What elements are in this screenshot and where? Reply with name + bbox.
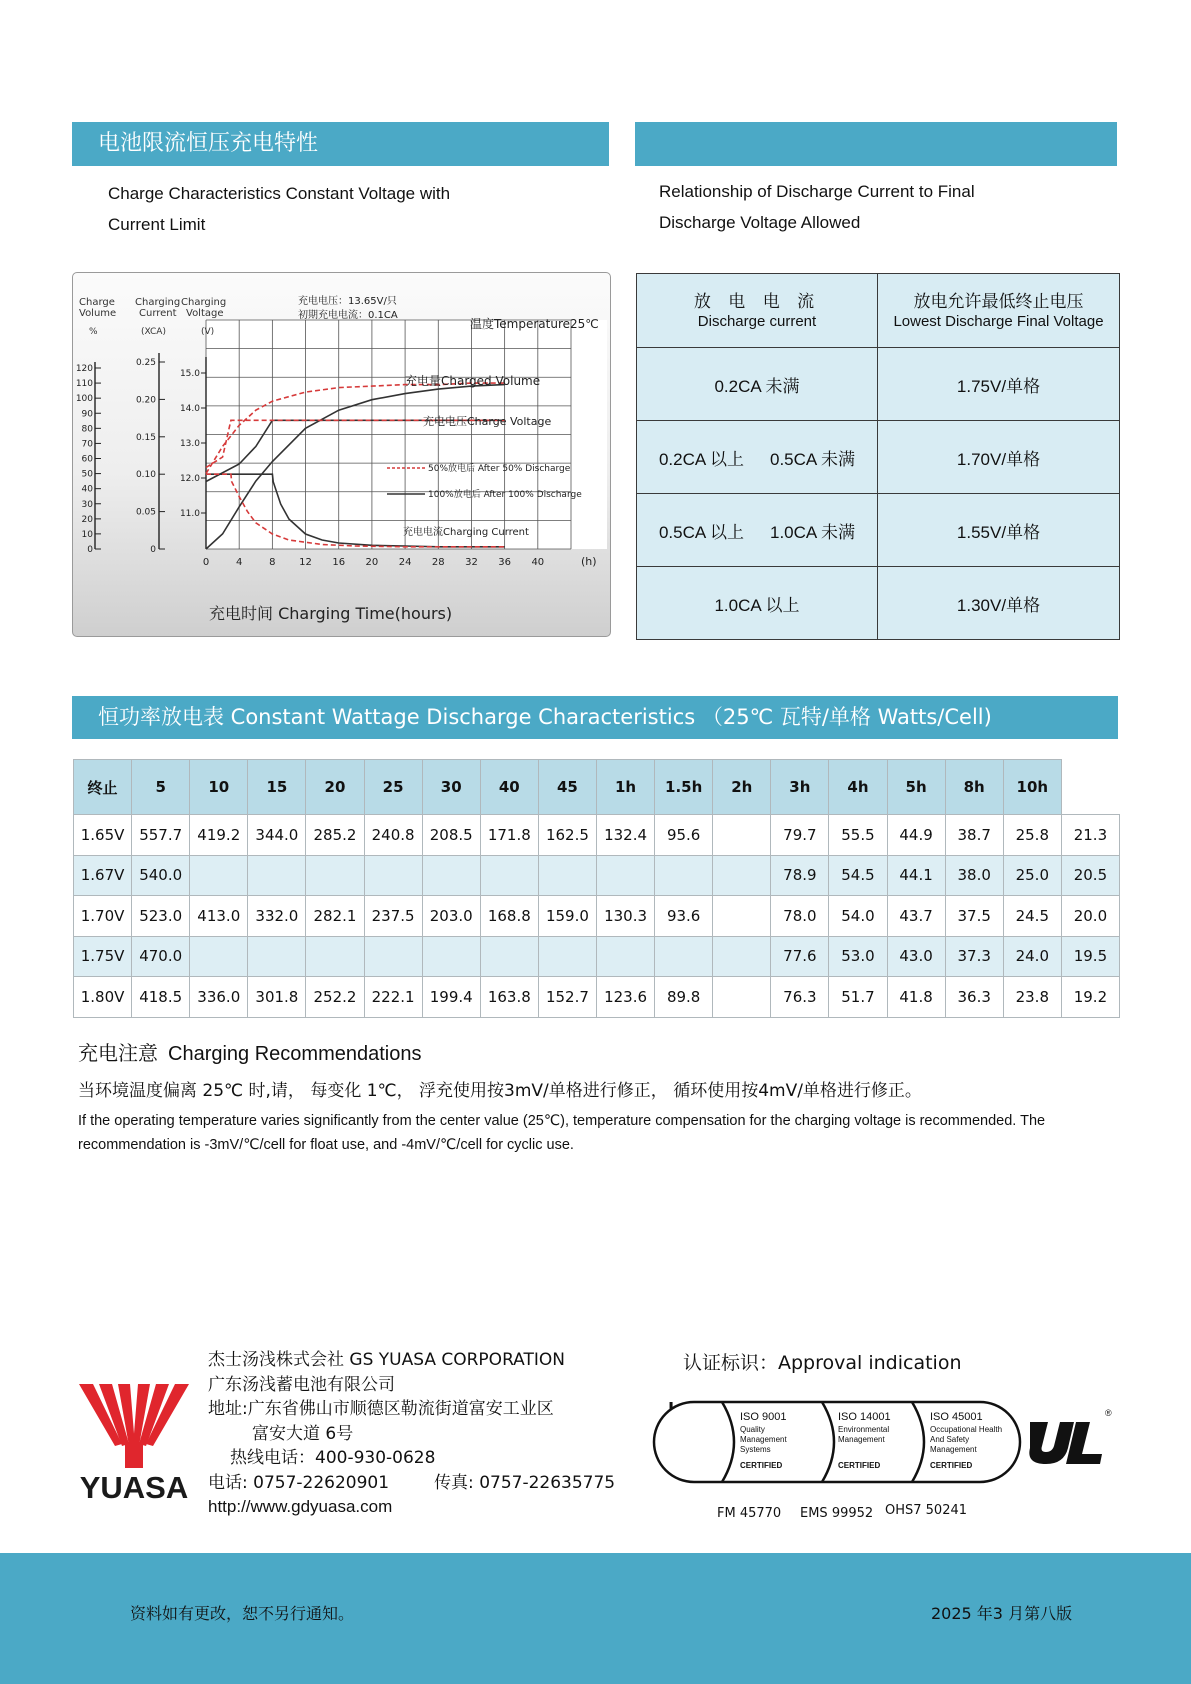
wattage-cell: 37.3 (945, 936, 1003, 977)
chart-grid (206, 320, 607, 549)
wattage-cell: 152.7 (538, 977, 596, 1018)
voltage-tick-label: 12.0 (179, 474, 200, 484)
wattage-cell (190, 936, 248, 977)
wattage-cell (248, 936, 306, 977)
current-tick-label: 0 (150, 545, 156, 555)
discharge-current-cell (637, 494, 878, 567)
wattage-cell: 208.5 (422, 815, 480, 856)
wattage-cell: 76.3 (771, 977, 829, 1018)
cert-9001-line2: Management (740, 1435, 787, 1444)
chart-temperature-label: 温度Temperature25℃ (470, 317, 599, 331)
charged-volume-annotation: 充电量Charged Volume (405, 374, 541, 388)
company-address: 地址:广东省佛山市顺德区勒流街道富安工业区 (208, 1399, 554, 1419)
volume-tick-label: 120 (75, 364, 93, 374)
wattage-cell: 123.6 (596, 977, 654, 1018)
cert-45001-line1: Occupational Health (930, 1425, 1003, 1434)
wattage-cell (538, 936, 596, 977)
wattage-cell: 240.8 (364, 815, 422, 856)
wattage-header-cell: 终止 (74, 760, 132, 815)
certification-badges (650, 1392, 1120, 1497)
volume-axis-unit: % (89, 327, 98, 337)
cert-14001-line1: Environmental (838, 1425, 890, 1434)
wattage-cell: 78.0 (771, 896, 829, 937)
wattage-header-cell: 45 (538, 760, 596, 815)
current-tick-label: 0.20 (135, 395, 156, 406)
wattage-cell (655, 855, 713, 896)
x-tick-label: 12 (299, 557, 312, 568)
wattage-header-cell: 1h (596, 760, 654, 815)
wattage-header-cell: 10h (1003, 760, 1061, 815)
discharge-current-header (637, 274, 878, 348)
current-range-start: 0.2CA 以上 (658, 449, 744, 469)
end-voltage-cell: 1.67V (74, 855, 132, 896)
charge-voltage-annotation: 充电电压Charge Voltage (423, 415, 552, 428)
wattage-cell: 282.1 (306, 896, 364, 937)
charge-subtitle-line2: Current Limit (108, 215, 206, 234)
wattage-cell: 130.3 (596, 896, 654, 937)
wattage-header-cell: 1.5h (655, 760, 713, 815)
cert-number-ems: EMS 99952 (800, 1506, 874, 1521)
wattage-cell: 470.0 (132, 936, 190, 977)
wattage-cell: 285.2 (306, 815, 364, 856)
wattage-cell: 540.0 (132, 855, 190, 896)
wattage-cell: 523.0 (132, 896, 190, 937)
discharge-voltage-table (636, 273, 1120, 640)
recommendation-note-en: If the operating temperature varies significantly from the center value (25℃), temperature compensation for the charging voltage is recommended. The recommendation is -3mV/℃/cell for float use, and -4mV/℃/cell for cyclic use. (78, 1113, 1046, 1153)
wattage-cell (422, 936, 480, 977)
end-voltage-cell: 1.70V (74, 896, 132, 937)
charge-chart (73, 273, 611, 637)
table-row (74, 855, 1120, 896)
discharge-subtitle (659, 176, 975, 238)
wattage-cell: 168.8 (480, 896, 538, 937)
company-phone: 电话: 0757-22620901 (208, 1472, 390, 1493)
x-tick-label: 28 (431, 557, 445, 568)
company-address-2: 富安大道 6号 (252, 1423, 354, 1444)
wattage-cell: 418.5 (132, 977, 190, 1018)
wattage-cell: 163.8 (480, 977, 538, 1018)
current-range-end: 0.5CA 未满 (770, 449, 856, 469)
wattage-cell: 252.2 (306, 977, 364, 1018)
current-axis-label-2: Current (139, 308, 177, 319)
wattage-cell: 159.0 (538, 896, 596, 937)
wattage-cell (713, 896, 771, 937)
discharge-section-band (635, 122, 1117, 166)
wattage-cell: 25.0 (1003, 855, 1061, 896)
wattage-table (73, 759, 1120, 1018)
table-row (74, 896, 1120, 937)
current-range-start: 1.0CA 以上 (714, 595, 800, 615)
footer-edition: 2025 年3 月第八版 (931, 1604, 1073, 1623)
discharge-current-header-en: Discharge current (697, 312, 817, 330)
wattage-cell: 413.0 (190, 896, 248, 937)
cert-45001-status: CERTIFIED (930, 1461, 973, 1470)
wattage-section-band (72, 696, 1118, 739)
wattage-cell: 37.5 (945, 896, 1003, 937)
wattage-header-cell: 25 (364, 760, 422, 815)
cert-45001-code: ISO 45001 (930, 1411, 983, 1423)
wattage-cell: 344.0 (248, 815, 306, 856)
company-contact (208, 1471, 615, 1496)
wattage-header-cell: 5h (887, 760, 945, 815)
volume-tick-label: 50 (81, 469, 93, 480)
volume-tick-label: 100 (75, 394, 93, 405)
cert-9001-status: CERTIFIED (740, 1461, 783, 1470)
wattage-header-cell: 4h (829, 760, 887, 815)
company-line1: 杰士汤浅株式会社 GS YUASA CORPORATION (208, 1350, 565, 1370)
cert-9001-code: ISO 9001 (740, 1411, 787, 1423)
volume-tick-label: 30 (81, 499, 93, 510)
volume-tick-label: 110 (75, 379, 93, 390)
wattage-cell: 19.2 (1061, 977, 1119, 1018)
recommendations-title-zh: 充电注意 (78, 1041, 158, 1065)
cert-number-fm: FM 45770 (717, 1506, 782, 1521)
volume-tick-label: 0 (87, 545, 93, 555)
wattage-cell (538, 855, 596, 896)
current-tick-label: 0.10 (135, 470, 156, 481)
table-row (74, 936, 1120, 977)
wattage-header-cell: 15 (248, 760, 306, 815)
company-hotline: 热线电话：400-930-0628 (230, 1448, 436, 1468)
wattage-header-cell: 2h (713, 760, 771, 815)
cert-45001-line3: Management (930, 1445, 977, 1454)
cert-14001-line2: Management (838, 1435, 885, 1444)
x-unit-label: (h) (581, 555, 597, 568)
table-row (74, 815, 1120, 856)
wattage-cell: 419.2 (190, 815, 248, 856)
wattage-cell: 36.3 (945, 977, 1003, 1018)
end-voltage-cell: 1.75V (74, 936, 132, 977)
final-voltage-cell: 1.75V/单格 (878, 348, 1120, 421)
wattage-cell: 43.0 (887, 936, 945, 977)
x-tick-label: 4 (235, 557, 243, 568)
company-fax: 传真: 0757-22635775 (434, 1472, 616, 1493)
wattage-header-cell: 10 (190, 760, 248, 815)
wattage-cell: 54.5 (829, 855, 887, 896)
x-tick-label: 24 (398, 557, 412, 568)
bsi-certification-icon (650, 1392, 1120, 1492)
final-voltage-cell: 1.70V/单格 (878, 421, 1120, 494)
wattage-cell: 38.0 (945, 855, 1003, 896)
wattage-header-cell: 20 (306, 760, 364, 815)
wattage-cell: 301.8 (248, 977, 306, 1018)
wattage-cell (713, 815, 771, 856)
table-row (637, 567, 1120, 640)
wattage-cell: 53.0 (829, 936, 887, 977)
wattage-cell: 93.6 (655, 896, 713, 937)
wattage-cell: 237.5 (364, 896, 422, 937)
wattage-cell: 203.0 (422, 896, 480, 937)
discharge-subtitle-line2: Discharge Voltage Allowed (659, 213, 861, 232)
cert-9001-line1: Quality (740, 1425, 765, 1434)
table-row (637, 421, 1120, 494)
footer-disclaimer: 资料如有更改，恕不另行通知。 (130, 1604, 355, 1623)
wattage-cell (248, 855, 306, 896)
wattage-cell (306, 936, 364, 977)
wattage-cell: 38.7 (945, 815, 1003, 856)
wattage-header-cell: 30 (422, 760, 480, 815)
wattage-cell: 79.7 (771, 815, 829, 856)
current-tick-label: 0.05 (135, 507, 156, 518)
wattage-cell: 336.0 (190, 977, 248, 1018)
wattage-header-cell: 3h (771, 760, 829, 815)
wattage-cell: 24.0 (1003, 936, 1061, 977)
current-tick-label: 0.25 (135, 358, 156, 368)
wattage-cell (422, 855, 480, 896)
volume-tick-label: 80 (81, 424, 93, 435)
wattage-cell: 43.7 (887, 896, 945, 937)
wattage-cell: 44.9 (887, 815, 945, 856)
voltage-axis-unit: (V) (201, 327, 215, 337)
wattage-cell: 25.8 (1003, 815, 1061, 856)
final-voltage-cell: 1.55V/单格 (878, 494, 1120, 567)
chart-note-line2: 初期充电电流：0.1CA (298, 310, 398, 321)
discharge-current-cell (637, 421, 878, 494)
cert-14001-status: CERTIFIED (838, 1461, 881, 1470)
volume-tick-label: 90 (81, 409, 93, 420)
wattage-cell (364, 855, 422, 896)
cert-14001-code: ISO 14001 (838, 1411, 891, 1423)
current-tick-label: 0.15 (135, 432, 156, 443)
wattage-cell (713, 855, 771, 896)
wattage-cell: 171.8 (480, 815, 538, 856)
volume-tick-label: 10 (81, 529, 93, 540)
charge-section-title: 电池限流恒压充电特性 (98, 131, 319, 156)
wattage-cell: 222.1 (364, 977, 422, 1018)
wattage-cell (364, 936, 422, 977)
x-axis-title: 充电时间 Charging Time(hours) (209, 604, 453, 623)
volume-tick-label: 40 (81, 484, 93, 495)
wattage-cell: 19.5 (1061, 936, 1119, 977)
charging-recommendations-heading (78, 1037, 421, 1066)
volume-tick-label: 70 (81, 439, 93, 450)
discharge-current-header-zh: 放 电 电 流 (693, 291, 821, 312)
legend-dashed-label: 50%放电后 After 50% Discharge (428, 464, 571, 474)
final-voltage-header-en: Lowest Discharge Final Voltage (893, 312, 1104, 330)
company-info (208, 1348, 615, 1520)
wattage-cell (655, 936, 713, 977)
wattage-cell: 51.7 (829, 977, 887, 1018)
wattage-header-cell: 5 (132, 760, 190, 815)
yuasa-logo-icon (77, 1384, 191, 1504)
cert-number-ohs: OHS7 50241 (885, 1503, 968, 1518)
wattage-cell: 132.4 (596, 815, 654, 856)
wattage-cell: 332.0 (248, 896, 306, 937)
x-tick-label: 36 (498, 557, 512, 568)
current-range-start: 0.5CA 以上 (658, 522, 744, 542)
wattage-cell (713, 977, 771, 1018)
wattage-cell (596, 936, 654, 977)
current-axis-label-1: Charging (135, 297, 181, 308)
table-header-row (637, 274, 1120, 348)
wattage-cell: 95.6 (655, 815, 713, 856)
wattage-cell: 54.0 (829, 896, 887, 937)
x-tick-label: 20 (365, 557, 379, 568)
approval-title: 认证标识：Approval indication (683, 1352, 962, 1374)
final-voltage-header-zh: 放电允许最低终止电压 (913, 291, 1084, 312)
wattage-cell (480, 936, 538, 977)
wattage-cell: 55.5 (829, 815, 887, 856)
voltage-axis-label-2: Voltage (186, 308, 224, 319)
table-row (74, 977, 1120, 1018)
volume-tick-label: 60 (81, 454, 93, 465)
charge-chart-panel (72, 272, 611, 637)
current-axis-unit: (XCA) (141, 327, 166, 337)
x-tick-label: 0 (202, 557, 210, 568)
volume-tick-label: 20 (81, 514, 93, 525)
wattage-cell: 20.0 (1061, 896, 1119, 937)
wattage-cell: 89.8 (655, 977, 713, 1018)
yuasa-logo-text: YUASA (79, 1470, 189, 1504)
wattage-cell: 162.5 (538, 815, 596, 856)
cert-9001-line3: Systems (740, 1445, 771, 1454)
wattage-cell: 557.7 (132, 815, 190, 856)
discharge-subtitle-line1: Relationship of Discharge Current to Final (659, 182, 975, 201)
table-row (637, 494, 1120, 567)
volume-axis-label-2: Volume (79, 308, 117, 319)
wattage-cell: 23.8 (1003, 977, 1061, 1018)
wattage-cell: 77.6 (771, 936, 829, 977)
wattage-cell: 20.5 (1061, 855, 1119, 896)
recommendation-note-zh: 当环境温度偏离 25℃ 时,请， 每变化 1℃， 浮充使用按3mV/单格进行修正， 循环使用按4mV/单格进行修正。 (78, 1081, 922, 1101)
table-row (637, 348, 1120, 421)
x-tick-label: 40 (531, 557, 545, 568)
ul-recognized-icon (1029, 1408, 1112, 1464)
discharge-current-cell (637, 348, 878, 421)
charging-current-annotation: 充电电流Charging Current (403, 527, 529, 538)
wattage-header-cell: 8h (945, 760, 1003, 815)
wattage-header-cell: 40 (480, 760, 538, 815)
voltage-axis-label-1: Charging (181, 297, 227, 308)
volume-axis-label-1: Charge (79, 297, 115, 308)
voltage-tick-label: 11.0 (179, 509, 200, 519)
yuasa-logo (77, 1384, 191, 1504)
end-voltage-cell: 1.65V (74, 815, 132, 856)
wattage-header-row (74, 760, 1120, 815)
wattage-cell: 24.5 (1003, 896, 1061, 937)
x-tick-label: 8 (269, 557, 276, 568)
final-voltage-cell: 1.30V/单格 (878, 567, 1120, 640)
voltage-tick-label: 15.0 (179, 369, 200, 379)
legend-solid-label: 100%放电后 After 100% Discharge (428, 490, 582, 500)
voltage-tick-label: 13.0 (179, 439, 200, 449)
company-website[interactable]: http://www.gdyuasa.com (208, 1497, 393, 1516)
current-range-end: 1.0CA 未满 (770, 522, 856, 542)
cert-45001-line2: And Safety (930, 1435, 970, 1444)
charge-section-band (72, 122, 609, 166)
wattage-cell (480, 855, 538, 896)
wattage-cell (306, 855, 364, 896)
company-line2: 广东汤浅蓄电池有限公司 (208, 1374, 395, 1395)
wattage-cell: 199.4 (422, 977, 480, 1018)
x-tick-label: 16 (332, 557, 346, 568)
svg-text:®: ® (1105, 1408, 1112, 1418)
discharge-current-cell (637, 567, 878, 640)
wattage-cell (713, 936, 771, 977)
end-voltage-cell: 1.80V (74, 977, 132, 1018)
charge-subtitle-line1: Charge Characteristics Constant Voltage with (108, 184, 451, 203)
charge-subtitle (108, 178, 450, 240)
wattage-cell: 41.8 (887, 977, 945, 1018)
voltage-tick-label: 14.0 (179, 404, 200, 414)
recommendations-title-en: Charging Recommendations (168, 1043, 422, 1065)
wattage-section-title: 恒功率放电表 Constant Wattage Discharge Characteristics （25℃ 瓦特/单格 Watts/Cell) (98, 705, 992, 729)
x-tick-label: 32 (465, 557, 478, 568)
wattage-cell: 21.3 (1061, 815, 1119, 856)
wattage-cell: 78.9 (771, 855, 829, 896)
final-voltage-header (878, 274, 1120, 348)
current-range-start: 0.2CA 未满 (714, 376, 800, 396)
wattage-cell (190, 855, 248, 896)
wattage-cell (596, 855, 654, 896)
chart-note-line1: 充电电压：13.65V/只 (298, 296, 397, 307)
wattage-cell: 44.1 (887, 855, 945, 896)
